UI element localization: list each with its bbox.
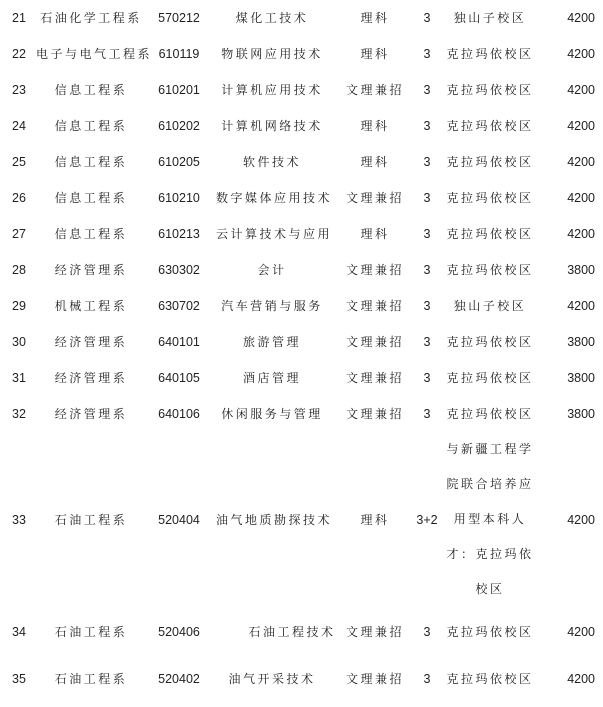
department: 石油工程系 xyxy=(54,513,128,527)
tuition-fee: 3800 xyxy=(567,335,595,349)
major-name: 石油工程技术 xyxy=(248,625,336,639)
department: 机械工程系 xyxy=(54,299,128,313)
row-number: 31 xyxy=(12,371,26,385)
study-years: 3 xyxy=(423,335,431,349)
table-row xyxy=(0,118,603,154)
tuition-fee: 4200 xyxy=(567,672,595,686)
study-years: 3 xyxy=(423,11,431,25)
row-number: 21 xyxy=(12,11,26,25)
campus-note xyxy=(444,432,536,607)
campus: 克拉玛依校区 xyxy=(446,335,534,349)
department: 信息工程系 xyxy=(54,227,128,241)
campus-note-line: 用型本科人 xyxy=(453,512,527,526)
major-name: 汽车营销与服务 xyxy=(221,299,323,313)
subject-type: 理科 xyxy=(360,11,390,25)
study-years: 3 xyxy=(423,155,431,169)
tuition-fee: 4200 xyxy=(567,513,595,527)
table-row xyxy=(0,82,603,118)
major-name: 软件技术 xyxy=(242,155,301,169)
campus: 克拉玛依校区 xyxy=(446,407,534,421)
major-code: 570212 xyxy=(158,11,200,25)
study-years: 3+2 xyxy=(416,513,438,527)
subject-type: 文理兼招 xyxy=(345,263,404,277)
major-code: 520404 xyxy=(158,513,200,527)
department: 信息工程系 xyxy=(54,83,128,97)
tuition-fee: 4200 xyxy=(567,83,595,97)
subject-type: 文理兼招 xyxy=(345,625,404,639)
table-row xyxy=(0,190,603,226)
campus-note-line: 与新疆工程学 xyxy=(446,442,534,456)
row-number: 27 xyxy=(12,227,26,241)
row-number: 35 xyxy=(12,672,26,686)
campus: 克拉玛依校区 xyxy=(446,371,534,385)
row-number: 26 xyxy=(12,191,26,205)
major-name: 油气地质勘探技术 xyxy=(216,513,333,527)
major-code: 610119 xyxy=(158,47,200,61)
row-number: 28 xyxy=(12,263,26,277)
department: 信息工程系 xyxy=(54,191,128,205)
subject-type: 文理兼招 xyxy=(345,83,404,97)
subject-type: 文理兼招 xyxy=(345,672,404,686)
major-name: 酒店管理 xyxy=(242,371,301,385)
major-name: 计算机应用技术 xyxy=(221,83,323,97)
major-name: 会计 xyxy=(257,263,287,277)
department: 石油工程系 xyxy=(54,625,128,639)
row-number: 30 xyxy=(12,335,26,349)
row-number: 24 xyxy=(12,119,26,133)
table-row xyxy=(0,370,603,406)
campus: 克拉玛依校区 xyxy=(446,191,534,205)
subject-type: 文理兼招 xyxy=(345,407,404,421)
tuition-fee: 4200 xyxy=(567,625,595,639)
major-code: 610205 xyxy=(158,155,200,169)
major-code: 610213 xyxy=(158,227,200,241)
major-code: 610202 xyxy=(158,119,200,133)
table-row xyxy=(0,46,603,82)
tuition-fee: 4200 xyxy=(567,47,595,61)
major-name: 油气开采技术 xyxy=(228,672,316,686)
campus: 克拉玛依校区 xyxy=(446,155,534,169)
tuition-fee: 4200 xyxy=(567,227,595,241)
table-row xyxy=(0,154,603,190)
table-row xyxy=(0,226,603,262)
campus: 克拉玛依校区 xyxy=(446,672,534,686)
campus: 独山子校区 xyxy=(453,11,527,25)
row-number: 22 xyxy=(12,47,26,61)
major-code: 640105 xyxy=(158,371,200,385)
row-number: 33 xyxy=(12,513,26,527)
study-years: 3 xyxy=(423,263,431,277)
campus: 克拉玛依校区 xyxy=(446,263,534,277)
campus: 独山子校区 xyxy=(453,299,527,313)
major-name: 云计算技术与应用 xyxy=(216,227,333,241)
row-number: 29 xyxy=(12,299,26,313)
study-years: 3 xyxy=(423,407,431,421)
study-years: 3 xyxy=(423,83,431,97)
department: 经济管理系 xyxy=(54,263,128,277)
major-name: 休闲服务与管理 xyxy=(221,407,323,421)
subject-type: 文理兼招 xyxy=(345,335,404,349)
row-number: 25 xyxy=(12,155,26,169)
campus: 克拉玛依校区 xyxy=(446,119,534,133)
subject-type: 理科 xyxy=(360,47,390,61)
major-code: 640106 xyxy=(158,407,200,421)
tuition-fee: 4200 xyxy=(567,299,595,313)
campus: 克拉玛依校区 xyxy=(446,227,534,241)
study-years: 3 xyxy=(423,47,431,61)
campus-note-line: 校区 xyxy=(475,582,505,596)
department: 信息工程系 xyxy=(54,119,128,133)
major-code: 610210 xyxy=(158,191,200,205)
major-code: 520406 xyxy=(158,625,200,639)
table-row xyxy=(0,624,603,660)
department: 经济管理系 xyxy=(54,335,128,349)
department: 石油化学工程系 xyxy=(40,11,142,25)
tuition-fee: 3800 xyxy=(567,407,595,421)
tuition-fee: 4200 xyxy=(567,191,595,205)
row-number: 34 xyxy=(12,625,26,639)
study-years: 3 xyxy=(423,191,431,205)
department: 经济管理系 xyxy=(54,371,128,385)
major-code: 610201 xyxy=(158,83,200,97)
table-row xyxy=(0,10,603,46)
table-row xyxy=(0,298,603,334)
major-code: 630702 xyxy=(158,299,200,313)
study-years: 3 xyxy=(423,625,431,639)
department: 石油工程系 xyxy=(54,672,128,686)
subject-type: 理科 xyxy=(360,513,390,527)
tuition-fee: 4200 xyxy=(567,155,595,169)
study-years: 3 xyxy=(423,227,431,241)
subject-type: 理科 xyxy=(360,155,390,169)
table-row xyxy=(0,334,603,370)
study-years: 3 xyxy=(423,672,431,686)
subject-type: 文理兼招 xyxy=(345,371,404,385)
tuition-fee: 4200 xyxy=(567,119,595,133)
subject-type: 理科 xyxy=(360,227,390,241)
table-row xyxy=(0,262,603,298)
subject-type: 文理兼招 xyxy=(345,191,404,205)
department: 经济管理系 xyxy=(54,407,128,421)
major-name: 旅游管理 xyxy=(242,335,301,349)
subject-type: 文理兼招 xyxy=(345,299,404,313)
campus: 克拉玛依校区 xyxy=(446,47,534,61)
row-number: 23 xyxy=(12,83,26,97)
campus-note-line: 才：克拉玛依 xyxy=(446,547,534,561)
campus-note-line: 院联合培养应 xyxy=(446,477,534,491)
tuition-fee: 4200 xyxy=(567,11,595,25)
row-number: 32 xyxy=(12,407,26,421)
major-code: 630302 xyxy=(158,263,200,277)
campus: 克拉玛依校区 xyxy=(446,625,534,639)
major-name: 煤化工技术 xyxy=(235,11,309,25)
campus: 克拉玛依校区 xyxy=(446,83,534,97)
study-years: 3 xyxy=(423,119,431,133)
subject-type: 理科 xyxy=(360,119,390,133)
department: 信息工程系 xyxy=(54,155,128,169)
table-row xyxy=(0,671,603,707)
study-years: 3 xyxy=(423,371,431,385)
major-name: 物联网应用技术 xyxy=(221,47,323,61)
major-name: 计算机网络技术 xyxy=(221,119,323,133)
tuition-fee: 3800 xyxy=(567,371,595,385)
major-code: 520402 xyxy=(158,672,200,686)
major-name: 数字媒体应用技术 xyxy=(216,191,333,205)
tuition-fee: 3800 xyxy=(567,263,595,277)
study-years: 3 xyxy=(423,299,431,313)
major-code: 640101 xyxy=(158,335,200,349)
department: 电子与电气工程系 xyxy=(36,47,153,61)
